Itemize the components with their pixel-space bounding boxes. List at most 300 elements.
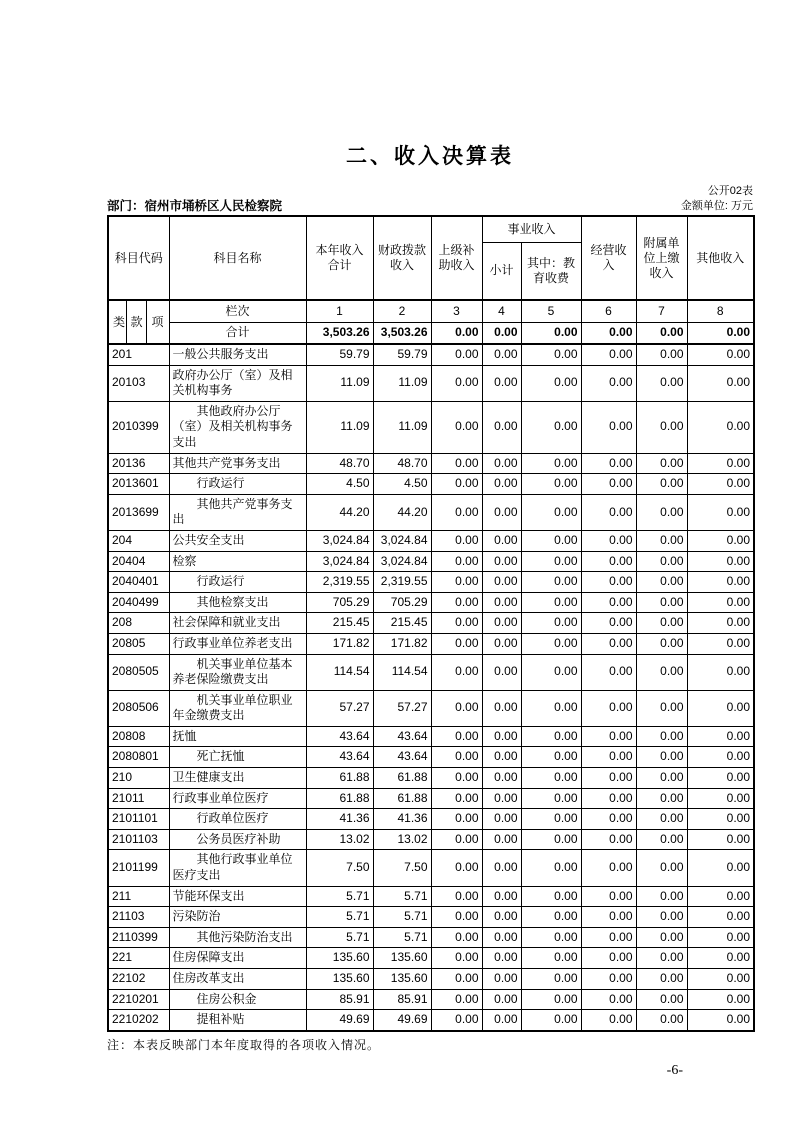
value-cell: 0.00 [636,989,687,1010]
value-cell: 0.00 [687,768,754,789]
value-cell: 41.36 [373,809,431,830]
page-content [107,140,753,1079]
subject-name-cell: 死亡抚恤 [169,747,306,768]
grand-total-row [108,322,754,344]
value-cell: 0.00 [521,788,581,809]
value-cell: 0.00 [482,788,521,809]
value-cell: 0.00 [581,850,636,886]
subject-name-cell: 其他共产党事务支出 [169,494,306,530]
value-cell: 0.00 [431,809,482,830]
value-cell: 0.00 [581,551,636,572]
value-cell: 0.00 [431,886,482,907]
value-cell: 43.64 [306,747,373,768]
table-row [108,1010,754,1031]
value-cell: 0.00 [687,551,754,572]
value-cell: 0.00 [431,633,482,654]
code-section-header: 款 [126,300,146,344]
subject-code-cell: 2110399 [108,927,169,948]
column-index-label: 栏次 [169,300,306,322]
value-cell: 5.71 [306,927,373,948]
value-cell: 0.00 [431,365,482,401]
value-cell: 5.71 [306,907,373,928]
value-cell: 0.00 [636,809,687,830]
value-cell: 0.00 [431,768,482,789]
value-cell: 11.09 [306,401,373,453]
other-income-header: 其他收入 [687,216,754,300]
value-cell: 0.00 [581,886,636,907]
value-cell: 0.00 [636,633,687,654]
value-cell: 0.00 [482,365,521,401]
column-number: 8 [687,300,754,322]
value-cell: 0.00 [431,572,482,593]
operating-income-header: 经营收入 [581,216,636,300]
value-cell: 0.00 [521,989,581,1010]
value-cell: 43.64 [306,726,373,747]
value-cell: 0.00 [687,747,754,768]
value-cell: 11.09 [373,401,431,453]
value-cell: 0.00 [482,907,521,928]
value-cell: 59.79 [306,344,373,365]
value-cell: 0.00 [482,927,521,948]
subject-code-cell: 211 [108,886,169,907]
subject-name-cell: 行政事业单位医疗 [169,788,306,809]
value-cell: 0.00 [581,829,636,850]
page-title: 二、收入决算表 [346,145,514,168]
column-number: 2 [373,300,431,322]
value-cell: 135.60 [306,948,373,969]
subject-name-cell: 卫生健康支出 [169,768,306,789]
value-cell: 0.00 [636,551,687,572]
value-cell: 3,024.84 [306,530,373,551]
revenue-table [107,215,755,1032]
value-cell: 0.00 [521,592,581,613]
value-cell: 3,024.84 [373,551,431,572]
value-cell: 0.00 [431,494,482,530]
value-cell: 0.00 [687,530,754,551]
value-cell: 41.36 [306,809,373,830]
subject-name-cell: 行政单位医疗 [169,809,306,830]
subject-code-cell: 21103 [108,907,169,928]
value-cell: 0.00 [521,551,581,572]
value-cell: 0.00 [521,572,581,593]
value-cell: 0.00 [431,829,482,850]
subject-code-cell: 2101199 [108,850,169,886]
table-row [108,530,754,551]
table-row [108,948,754,969]
value-cell: 0.00 [521,365,581,401]
subject-code-cell: 2080801 [108,747,169,768]
value-cell: 0.00 [636,453,687,474]
value-cell: 0.00 [687,829,754,850]
grand-total-value: 0.00 [581,322,636,344]
subject-code-cell: 20805 [108,633,169,654]
table-row [108,747,754,768]
value-cell: 0.00 [687,453,754,474]
table-row [108,592,754,613]
subject-code-cell: 22102 [108,969,169,990]
grand-total-value: 0.00 [687,322,754,344]
value-cell: 0.00 [687,344,754,365]
value-cell: 0.00 [581,989,636,1010]
value-cell: 0.00 [687,572,754,593]
page-number: -6- [666,1062,683,1078]
value-cell: 0.00 [482,969,521,990]
subject-code-cell: 20136 [108,453,169,474]
value-cell: 0.00 [431,850,482,886]
value-cell: 5.71 [373,886,431,907]
form-code: 公开02表 [707,185,753,197]
value-cell: 0.00 [482,809,521,830]
table-row [108,551,754,572]
value-cell: 0.00 [636,613,687,634]
value-cell: 705.29 [373,592,431,613]
value-cell: 0.00 [636,572,687,593]
table-row [108,788,754,809]
table-row [108,850,754,886]
column-number: 6 [581,300,636,322]
value-cell: 0.00 [687,1010,754,1031]
value-cell: 0.00 [581,809,636,830]
value-cell: 0.00 [687,365,754,401]
subject-code-cell: 20404 [108,551,169,572]
value-cell: 0.00 [431,726,482,747]
value-cell: 0.00 [521,401,581,453]
table-row [108,927,754,948]
subject-name-cell: 机关事业单位职业年金缴费支出 [169,690,306,726]
value-cell: 5.71 [373,907,431,928]
value-cell: 135.60 [373,948,431,969]
value-cell: 215.45 [373,613,431,634]
subject-name-cell: 提租补贴 [169,1010,306,1031]
value-cell: 0.00 [687,886,754,907]
value-cell: 0.00 [687,401,754,453]
code-item-header: 项 [146,300,169,344]
value-cell: 0.00 [521,633,581,654]
grand-total-value: 3,503.26 [306,322,373,344]
value-cell: 0.00 [482,886,521,907]
grand-total-value: 0.00 [482,322,521,344]
value-cell: 0.00 [431,530,482,551]
value-cell: 0.00 [581,572,636,593]
value-cell: 0.00 [687,809,754,830]
department-label: 部门：宿州市埇桥区人民检察院 [107,199,283,213]
value-cell: 0.00 [482,829,521,850]
subject-code-header: 科目代码 [108,216,169,300]
value-cell: 0.00 [636,948,687,969]
value-cell: 0.00 [431,453,482,474]
value-cell: 13.02 [306,829,373,850]
subject-name-cell: 行政运行 [169,572,306,593]
value-cell: 0.00 [482,747,521,768]
value-cell: 0.00 [581,654,636,690]
value-cell: 48.70 [306,453,373,474]
value-cell: 0.00 [636,907,687,928]
value-cell: 0.00 [687,788,754,809]
value-cell: 0.00 [521,829,581,850]
value-cell: 49.69 [373,1010,431,1031]
value-cell: 0.00 [636,788,687,809]
subject-code-cell: 2010399 [108,401,169,453]
value-cell: 0.00 [431,613,482,634]
value-cell: 0.00 [482,551,521,572]
value-cell: 0.00 [581,788,636,809]
value-cell: 0.00 [687,927,754,948]
value-cell: 0.00 [636,365,687,401]
value-cell: 0.00 [431,948,482,969]
table-note: 注：本表反映部门本年度取得的各项收入情况。 [107,1037,381,1052]
value-cell: 0.00 [521,474,581,495]
value-cell: 5.71 [373,927,431,948]
value-cell: 44.20 [306,494,373,530]
subject-code-cell: 2080506 [108,690,169,726]
subject-name-cell: 其他污染防治支出 [169,927,306,948]
table-row [108,453,754,474]
value-cell: 7.50 [306,850,373,886]
value-cell: 0.00 [636,592,687,613]
affiliated-remit-header: 附属单位上缴收入 [636,216,687,300]
unit-label: 金额单位: 万元 [680,200,753,212]
value-cell: 7.50 [373,850,431,886]
value-cell: 0.00 [581,474,636,495]
fiscal-appropriation-header: 财政拨款收入 [373,216,431,300]
value-cell: 0.00 [521,726,581,747]
grand-total-value: 0.00 [636,322,687,344]
subject-name-cell: 其他检察支出 [169,592,306,613]
subject-code-cell: 208 [108,613,169,634]
subject-name-cell: 住房保障支出 [169,948,306,969]
value-cell: 0.00 [521,907,581,928]
value-cell: 0.00 [482,726,521,747]
value-cell: 3,024.84 [306,551,373,572]
value-cell: 0.00 [482,592,521,613]
value-cell: 114.54 [306,654,373,690]
value-cell: 0.00 [636,886,687,907]
subject-name-cell: 污染防治 [169,907,306,928]
subject-name-cell: 公共安全支出 [169,530,306,551]
value-cell: 0.00 [636,690,687,726]
subject-code-cell: 2013699 [108,494,169,530]
value-cell: 0.00 [482,690,521,726]
value-cell: 3,024.84 [373,530,431,551]
value-cell: 0.00 [581,613,636,634]
value-cell: 0.00 [521,768,581,789]
value-cell: 0.00 [581,907,636,928]
subject-code-cell: 21011 [108,788,169,809]
value-cell: 705.29 [306,592,373,613]
value-cell: 43.64 [373,726,431,747]
subject-name-cell: 一般公共服务支出 [169,344,306,365]
value-cell: 0.00 [521,747,581,768]
column-number: 4 [482,300,521,322]
value-cell: 0.00 [581,401,636,453]
column-number: 7 [636,300,687,322]
subject-name-cell: 其他共产党事务支出 [169,453,306,474]
header-row-1 [108,216,754,242]
value-cell: 5.71 [306,886,373,907]
value-cell: 13.02 [373,829,431,850]
value-cell: 0.00 [431,927,482,948]
value-cell: 114.54 [373,654,431,690]
value-cell: 0.00 [581,726,636,747]
value-cell: 0.00 [431,788,482,809]
value-cell: 0.00 [636,494,687,530]
value-cell: 0.00 [521,494,581,530]
table-row [108,726,754,747]
value-cell: 0.00 [636,726,687,747]
value-cell: 0.00 [636,530,687,551]
subject-code-cell: 2040401 [108,572,169,593]
value-cell: 0.00 [636,344,687,365]
value-cell: 0.00 [687,494,754,530]
value-cell: 49.69 [306,1010,373,1031]
value-cell: 0.00 [431,474,482,495]
value-cell: 0.00 [636,1010,687,1031]
value-cell: 2,319.55 [373,572,431,593]
value-cell: 0.00 [636,474,687,495]
value-cell: 0.00 [482,948,521,969]
value-cell: 0.00 [687,613,754,634]
value-cell: 0.00 [431,344,482,365]
grand-total-value: 0.00 [431,322,482,344]
value-cell: 0.00 [482,613,521,634]
table-row [108,401,754,453]
total-label: 合计 [169,322,306,344]
value-cell: 0.00 [431,989,482,1010]
subject-name-cell: 其他政府办公厅（室）及相关机构事务支出 [169,401,306,453]
subject-name-header: 科目名称 [169,216,306,300]
value-cell: 85.91 [306,989,373,1010]
value-cell: 0.00 [431,401,482,453]
subject-name-cell: 其他行政事业单位医疗支出 [169,850,306,886]
annual-total-header: 本年收入合计 [306,216,373,300]
subject-code-cell: 2101103 [108,829,169,850]
value-cell: 0.00 [687,654,754,690]
value-cell: 171.82 [373,633,431,654]
subject-name-cell: 节能环保支出 [169,886,306,907]
value-cell: 0.00 [431,551,482,572]
value-cell: 0.00 [636,969,687,990]
subject-name-cell: 抚恤 [169,726,306,747]
value-cell: 0.00 [521,530,581,551]
value-cell: 85.91 [373,989,431,1010]
value-cell: 0.00 [636,747,687,768]
value-cell: 0.00 [521,654,581,690]
subject-code-cell: 2210202 [108,1010,169,1031]
business-income-header: 事业收入 [482,216,581,242]
grand-total-value: 3,503.26 [373,322,431,344]
subject-code-cell: 2210201 [108,989,169,1010]
subject-code-cell: 201 [108,344,169,365]
value-cell: 0.00 [581,530,636,551]
value-cell: 0.00 [521,969,581,990]
value-cell: 0.00 [581,969,636,990]
table-row [108,886,754,907]
value-cell: 0.00 [521,453,581,474]
subject-name-cell: 行政事业单位养老支出 [169,633,306,654]
value-cell: 43.64 [373,747,431,768]
subject-code-cell: 2101101 [108,809,169,830]
subject-code-cell: 2040499 [108,592,169,613]
value-cell: 4.50 [373,474,431,495]
value-cell: 0.00 [581,344,636,365]
value-cell: 0.00 [636,927,687,948]
subject-code-cell: 204 [108,530,169,551]
value-cell: 0.00 [581,768,636,789]
table-row [108,907,754,928]
value-cell: 0.00 [636,401,687,453]
value-cell: 135.60 [306,969,373,990]
subject-name-cell: 住房改革支出 [169,969,306,990]
value-cell: 0.00 [431,1010,482,1031]
table-body [108,344,754,1031]
value-cell: 0.00 [482,494,521,530]
value-cell: 0.00 [482,572,521,593]
value-cell: 0.00 [581,633,636,654]
subject-name-cell: 检察 [169,551,306,572]
value-cell: 0.00 [431,654,482,690]
value-cell: 0.00 [482,989,521,1010]
value-cell: 0.00 [636,829,687,850]
value-cell: 0.00 [482,654,521,690]
value-cell: 57.27 [373,690,431,726]
value-cell: 0.00 [482,401,521,453]
column-number: 1 [306,300,373,322]
subject-name-cell: 公务员医疗补助 [169,829,306,850]
value-cell: 0.00 [521,809,581,830]
table-row [108,365,754,401]
value-cell: 61.88 [306,768,373,789]
value-cell: 44.20 [373,494,431,530]
table-row [108,829,754,850]
value-cell: 0.00 [581,453,636,474]
value-cell: 0.00 [482,474,521,495]
value-cell: 0.00 [687,969,754,990]
value-cell: 0.00 [636,768,687,789]
subject-code-cell: 2013601 [108,474,169,495]
value-cell: 0.00 [521,927,581,948]
table-row [108,572,754,593]
value-cell: 0.00 [687,592,754,613]
table-row [108,633,754,654]
subject-name-cell: 政府办公厅（室）及相关机构事务 [169,365,306,401]
value-cell: 0.00 [687,907,754,928]
value-cell: 59.79 [373,344,431,365]
subject-code-cell: 221 [108,948,169,969]
value-cell: 0.00 [521,886,581,907]
value-cell: 0.00 [521,850,581,886]
value-cell: 0.00 [581,948,636,969]
value-cell: 48.70 [373,453,431,474]
value-cell: 0.00 [636,654,687,690]
value-cell: 0.00 [581,690,636,726]
column-number: 5 [521,300,581,322]
column-number: 3 [431,300,482,322]
grand-total-value: 0.00 [521,322,581,344]
business-subtotal-header: 小计 [482,242,521,300]
value-cell: 11.09 [373,365,431,401]
value-cell: 0.00 [521,1010,581,1031]
value-cell: 0.00 [482,344,521,365]
table-row [108,768,754,789]
value-cell: 135.60 [373,969,431,990]
value-cell: 0.00 [431,747,482,768]
value-cell: 0.00 [687,726,754,747]
value-cell: 0.00 [431,690,482,726]
subject-code-cell: 2080505 [108,654,169,690]
code-class-header: 类 [108,300,126,344]
table-row [108,474,754,495]
value-cell: 0.00 [431,907,482,928]
